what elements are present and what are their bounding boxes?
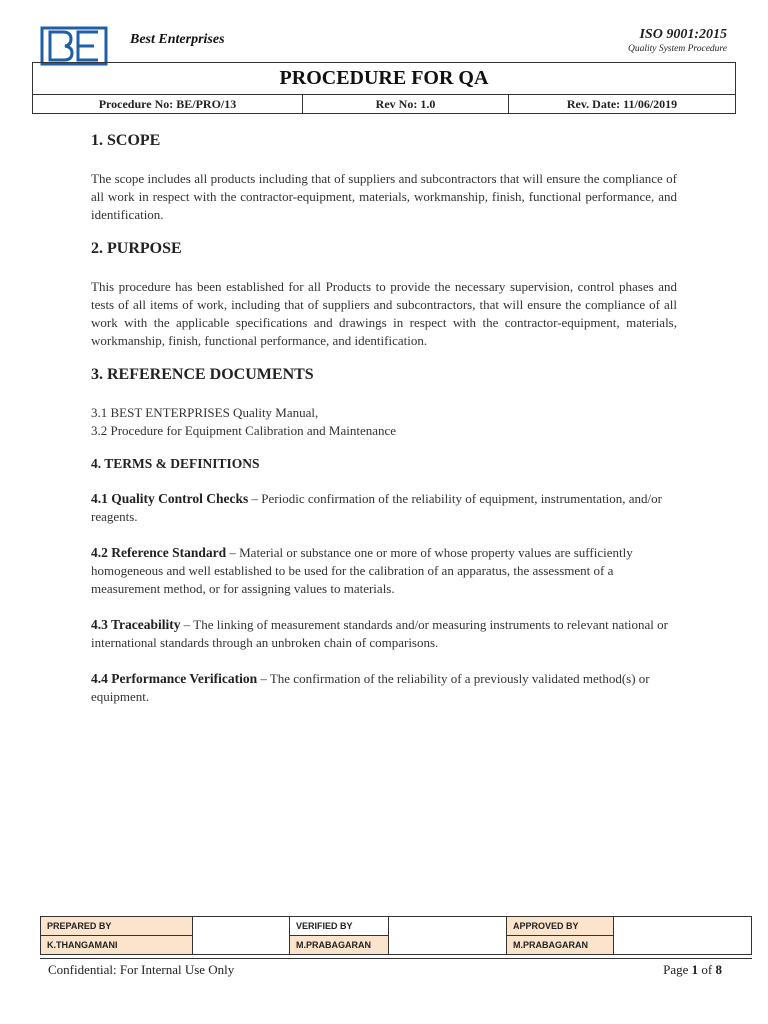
terms-heading: 4. TERMS & DEFINITIONS xyxy=(91,456,260,471)
reference-item: 3.1 BEST ENTERPRISES Quality Manual, xyxy=(91,405,319,420)
definition-term: 4.3 Traceability xyxy=(91,617,181,632)
definition-item xyxy=(91,670,677,706)
signoff-table xyxy=(40,916,752,955)
prepared-signature-cell xyxy=(193,917,290,955)
page-number xyxy=(663,962,722,978)
page-of: of xyxy=(698,962,716,977)
iso-sublabel: Quality System Procedure xyxy=(627,44,727,54)
company-logo xyxy=(40,26,108,66)
definition-item xyxy=(91,544,677,598)
footer-divider xyxy=(40,958,752,959)
scope-text: The scope includes all products including that of suppliers and subcontractors that will ensure the compliance of all work in respect with the contractor-equipment, materials, workmanship, finish, functional performance, and identification. xyxy=(91,171,677,222)
verified-signature-cell xyxy=(389,917,507,955)
references-heading: 3. REFERENCE DOCUMENTS xyxy=(91,366,314,383)
confidential-notice: Confidential: For Internal Use Only xyxy=(48,962,235,977)
page-current: 1 xyxy=(691,962,699,977)
prepared-by-name: K.THANGAMANI xyxy=(41,936,193,955)
revision-date: Rev. Date: 11/06/2019 xyxy=(566,97,678,111)
definition-text: – Material or substance one or more of whose property values are sufficiently homogeneous and well established to be used for the calibration of an apparatus, the assessment of a measurement method, or for assigning values to materials. xyxy=(91,545,633,596)
definition-term: 4.2 Reference Standard xyxy=(91,545,227,560)
page-total: 8 xyxy=(715,962,722,977)
document-body xyxy=(91,132,677,724)
prepared-by-label: PREPARED BY xyxy=(41,917,193,936)
definition-term: 4.1 Quality Control Checks xyxy=(91,491,249,506)
page-prefix: Page xyxy=(663,962,692,977)
document-meta-row xyxy=(32,95,736,114)
company-name: Best Enterprises xyxy=(130,32,225,47)
purpose-text: This procedure has been established for all Products to provide the necessary supervision, control phases and tests of all items of work, including that of suppliers and subcontractors, that will ensure the compliance of all work with the applicable specifications and drawings in respect with the contractor-equipment, materials, workmanship, finish, functional performance, and identification. xyxy=(91,279,677,348)
definition-item xyxy=(91,616,677,652)
verified-by-label: VERIFIED BY xyxy=(290,917,389,936)
reference-item: 3.2 Procedure for Equipment Calibration and Maintenance xyxy=(91,423,397,438)
approved-by-label: APPROVED BY xyxy=(507,917,614,936)
scope-heading: 1. SCOPE xyxy=(91,132,161,149)
approved-signature-cell xyxy=(614,917,752,955)
document-title: PROCEDURE FOR QA xyxy=(32,62,736,95)
definition-term: 4.4 Performance Verification xyxy=(91,671,258,686)
procedure-number: Procedure No: BE/PRO/13 xyxy=(33,95,303,113)
definition-text: – Periodic confirmation of the reliability of equipment, instrumentation, and/or reagents. xyxy=(91,491,662,524)
iso-label: ISO 9001:2015 xyxy=(639,27,727,42)
definition-text: – The linking of measurement standards and/or measuring instruments to relevant national or international standards through an unbroken chain of comparisons. xyxy=(91,617,668,650)
iso-standard xyxy=(628,27,727,54)
references-list xyxy=(91,404,677,440)
definition-item xyxy=(91,490,677,526)
purpose-heading: 2. PURPOSE xyxy=(91,240,182,257)
approved-by-name: M.PRABAGARAN xyxy=(507,936,614,955)
definition-text: – The confirmation of the reliability of a previously validated method(s) or equipment. xyxy=(91,671,650,704)
revision-number: Rev No: 1.0 xyxy=(303,95,509,113)
verified-by-name: M.PRABAGARAN xyxy=(290,936,389,955)
